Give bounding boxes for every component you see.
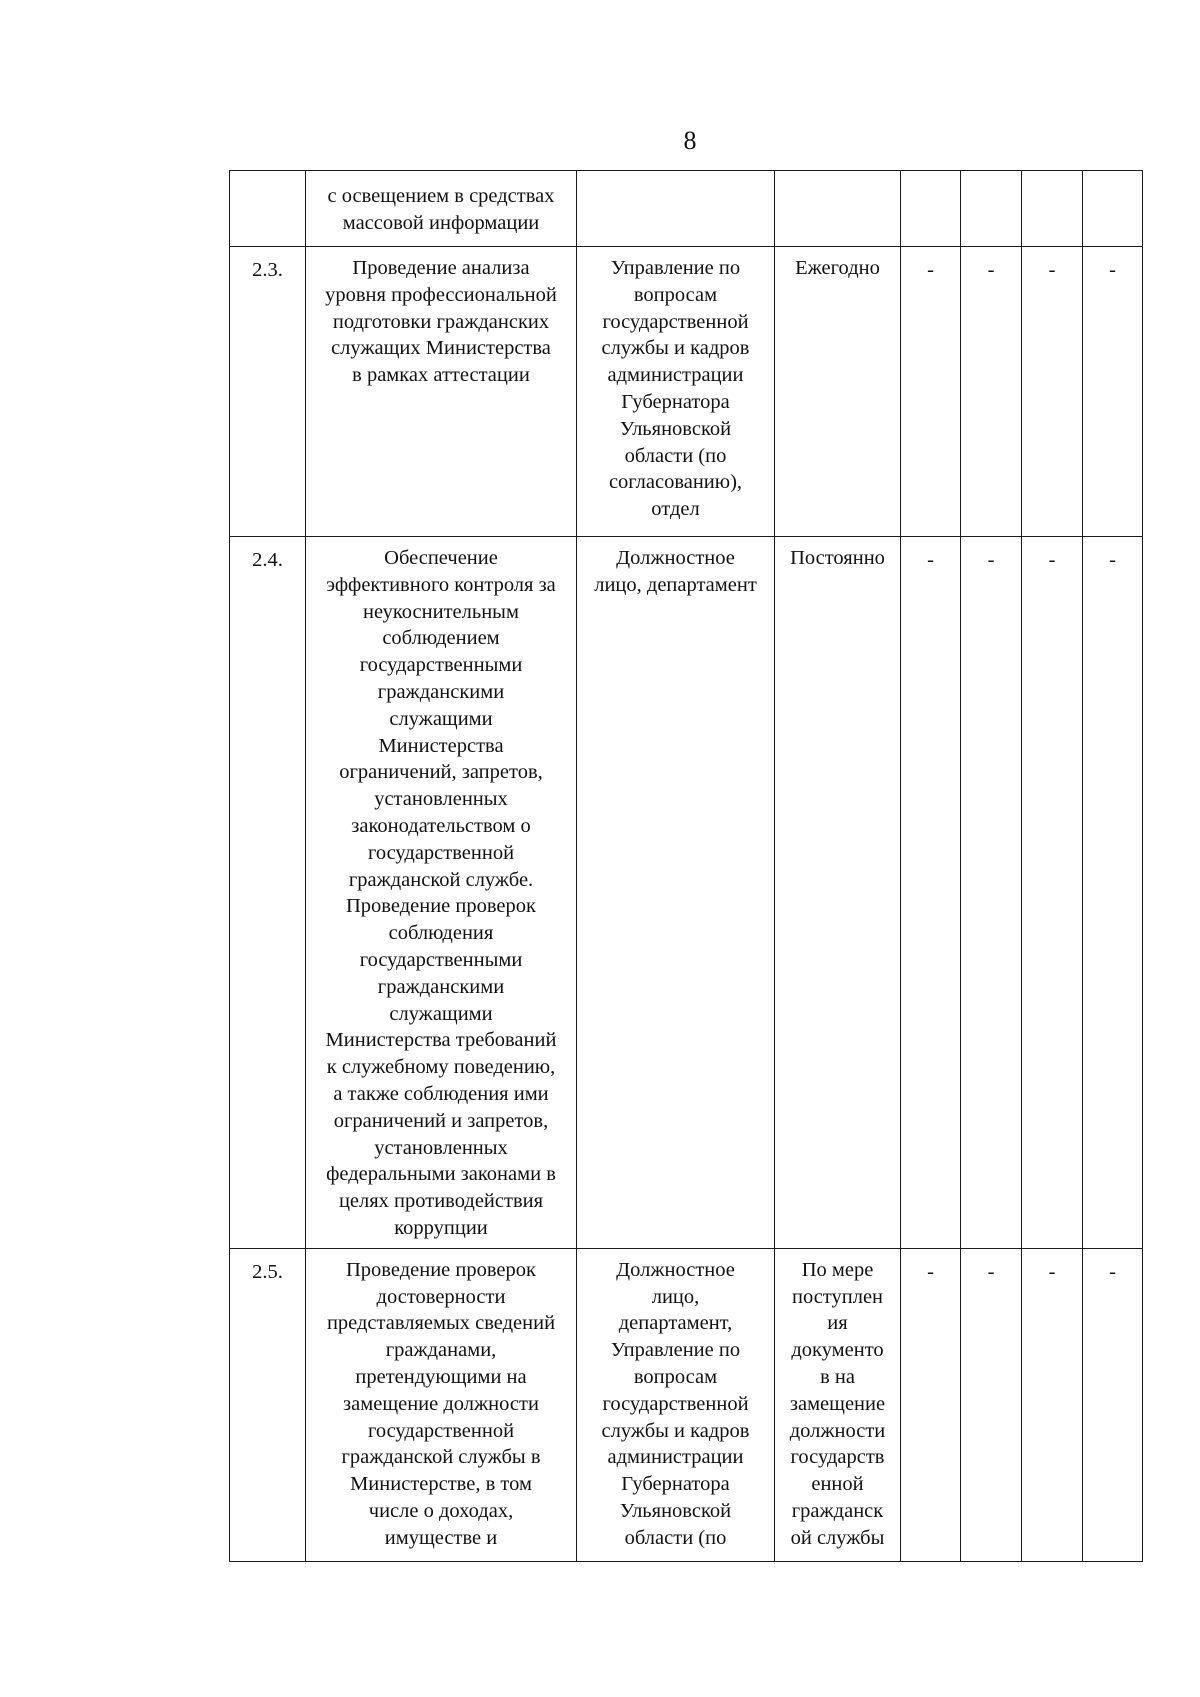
value-cell: - — [1083, 1248, 1143, 1561]
activity-cell: Проведение проверок достоверности представляемых сведений гражданами, претендующими на замещение должности государственной гражданской службы в Министерстве, в том числе о доходах, имуществе и — [306, 1248, 577, 1561]
value-cell — [1022, 171, 1083, 247]
table-row — [230, 247, 1143, 537]
responsible-cell: Должностное лицо, департамент — [577, 537, 775, 1249]
value-cell: - — [961, 247, 1022, 537]
table-row — [230, 537, 1143, 1249]
period-cell: Постоянно — [775, 537, 901, 1249]
table-row — [230, 1248, 1143, 1561]
activity-cell: Обеспечение эффективного контроля за неукоснительным соблюдением государственными гражданскими служащими Министерства ограничений, запретов, установленных законодательством о государственной гражданской службе. Проведение проверок соблюдения государственными гражданскими служащими Министерства требований к служебному поведению, а также соблюдения ими ограничений и запретов, установленных федеральными законами в целях противодействия коррупции — [306, 537, 577, 1249]
value-cell — [961, 171, 1022, 247]
value-cell: - — [1022, 247, 1083, 537]
responsible-cell: Управление по вопросам государственной службы и кадров администрации Губернатора Ульяновской области (по согласованию), отдел — [577, 247, 775, 537]
row-number: 2.3. — [230, 247, 306, 537]
page-number: 8 — [683, 126, 697, 155]
value-cell — [1083, 171, 1143, 247]
period-cell — [775, 171, 901, 247]
row-number — [230, 171, 306, 247]
period-cell: По мере поступлен ия документо в на замещение должности государств енной гражданск ой службы — [775, 1248, 901, 1561]
value-cell: - — [961, 1248, 1022, 1561]
activity-cell: Проведение анализа уровня профессиональной подготовки гражданских служащих Министерства в рамках аттестации — [306, 247, 577, 537]
table-row — [230, 171, 1143, 247]
responsible-cell — [577, 171, 775, 247]
value-cell: - — [1022, 537, 1083, 1249]
value-cell — [901, 171, 961, 247]
value-cell: - — [1083, 247, 1143, 537]
row-number: 2.4. — [230, 537, 306, 1249]
value-cell: - — [901, 247, 961, 537]
value-cell: - — [901, 1248, 961, 1561]
responsible-cell: Должностное лицо, департамент, Управление по вопросам государственной службы и кадров администрации Губернатора Ульяновской области (по — [577, 1248, 775, 1561]
row-number: 2.5. — [230, 1248, 306, 1561]
measures-table — [229, 170, 1143, 1562]
value-cell: - — [1083, 537, 1143, 1249]
value-cell: - — [901, 537, 961, 1249]
activity-cell: с освещением в средствах массовой информации — [306, 171, 577, 247]
value-cell: - — [961, 537, 1022, 1249]
value-cell: - — [1022, 1248, 1083, 1561]
period-cell: Ежегодно — [775, 247, 901, 537]
